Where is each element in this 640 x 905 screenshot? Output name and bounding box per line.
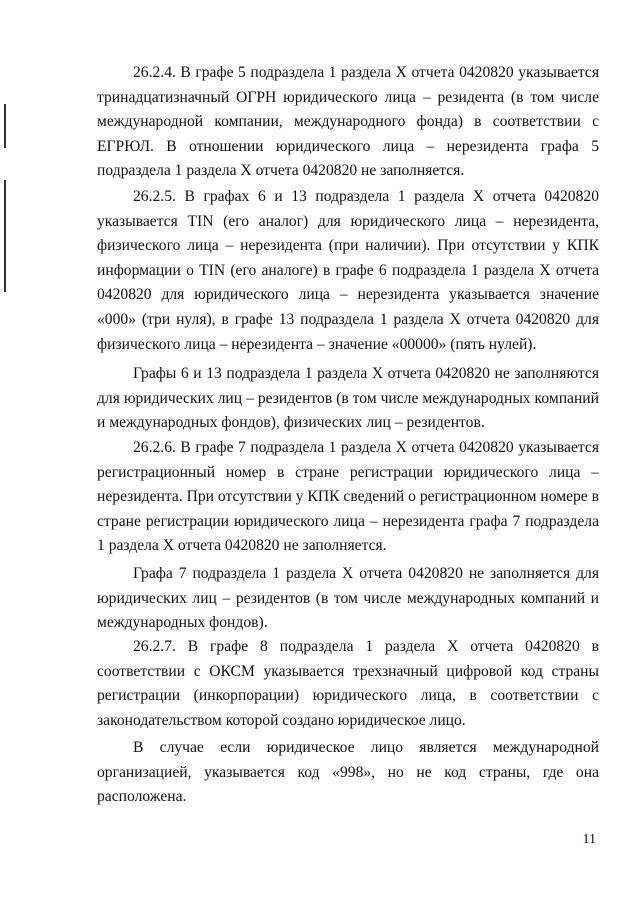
margin-mark [4, 104, 6, 148]
margin-mark [4, 180, 6, 292]
paragraph-26-2-5: 26.2.5. В графах 6 и 13 подраздела 1 раздела X отчета 0420820 указывается TIN (его аналог) для юридического лица – нерезидента, физического лица – нерезидента (при наличии). При отсутствии у КПК информации о TIN (его аналоге) в графе 6 подраздела 1 раздела X отчета 0420820 для юридического лица – нерезидента указывается значение «000» (три нуля), в графе 13 подраздела 1 раздела X отчета 0420820 для физического лица – нерезидента – значение «00000» (пять нулей). [97, 188, 599, 353]
page-number: 11 [582, 832, 596, 847]
paragraph-26-2-6-note: Графа 7 подраздела 1 раздела X отчета 0420820 не заполняется для юридических лиц – резидентов (в том числе международных компаний и международных фондов). [97, 565, 599, 632]
paragraph-26-2-6: 26.2.6. В графе 7 подраздела 1 раздела X отчета 0420820 указывается регистрационный номер в стране регистрации юридического лица – нерезидента. При отсутствии у КПК сведений о регистрационном номере в стране регистрации юридического лица – нерезидента графа 7 подраздела 1 раздела X отчета 0420820 не заполняется. [97, 439, 599, 555]
paragraph-26-2-7-note: В случае если юридическое лицо является международной организацией, указывается код «998», но не код страны, где она расположена. [97, 739, 599, 806]
paragraph-26-2-7: 26.2.7. В графе 8 подраздела 1 раздела X отчета 0420820 в соответствии с ОКСМ указывается трехзначный цифровой код страны регистрации (инкорпорации) юридического лица, в соответствии с законодательством которой создано юридическое лицо. [97, 638, 599, 729]
paragraph-26-2-5-note: Графы 6 и 13 подраздела 1 раздела X отчета 0420820 не заполняются для юридических лиц – резидентов (в том числе международных компаний и международных фондов), физических лиц – резидентов. [97, 365, 599, 432]
paragraph-26-2-4: 26.2.4. В графе 5 подраздела 1 раздела X отчета 0420820 указывается тринадцатизначный ОГРН юридического лица – резидента (в том числе международной компании, международного фонда) в соответствии с ЕГРЮЛ. В отношении юридического лица – нерезидента графа 5 подраздела 1 раздела X отчета 0420820 не заполняется. [97, 64, 599, 180]
